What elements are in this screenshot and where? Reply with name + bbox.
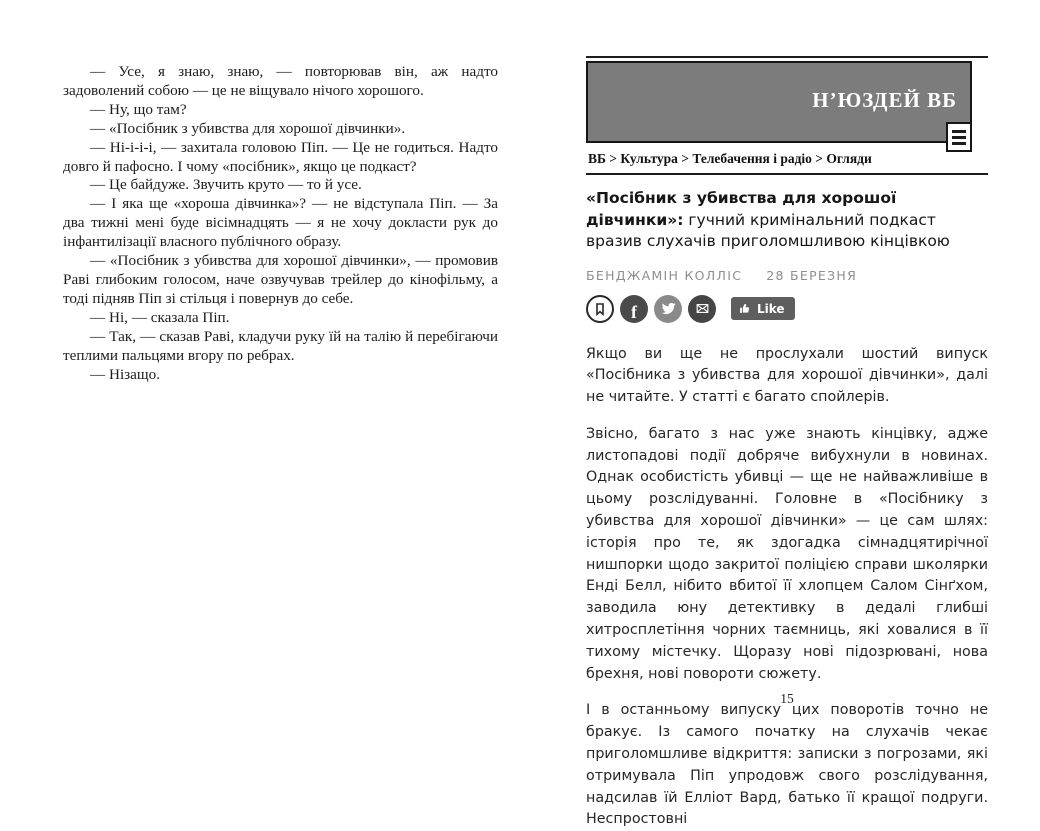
facebook-letter: f	[631, 303, 637, 321]
dialogue-line: — Це байдуже. Звучить круто — то й усе.	[63, 176, 498, 195]
bookmark-icon[interactable]	[586, 295, 614, 323]
article-paragraph: Якщо ви ще не прослухали шостий випуск «Посібника з убивства для хорошої дівчинки», далі не читайте. У статті є багато спойлерів.	[586, 344, 988, 409]
site-masthead	[586, 61, 972, 143]
left-page-text	[63, 63, 498, 384]
dialogue-line: — Нізащо.	[63, 366, 498, 385]
top-rule	[586, 56, 988, 58]
article-body	[586, 344, 988, 831]
site-brand: Н’ЮЗДЕЙ ВБ	[812, 88, 957, 113]
hamburger-icon[interactable]	[946, 122, 972, 152]
byline	[586, 268, 988, 283]
headline-subtitle: гучний кримінальний подкаст вразив слухачів приголомшливою кінцівкою	[586, 211, 950, 251]
like-label: Like	[757, 302, 785, 316]
thumbs-up-icon	[739, 302, 752, 315]
dialogue-line: — Ні-і-і-і, — захитала головою Піп. — Це не годиться. Надто довго й пафосно. І чому «посібник», якщо це подкаст?	[63, 139, 498, 177]
publish-date: 28 БЕРЕЗНЯ	[766, 268, 857, 283]
article-paragraph: Звісно, багато з нас уже знають кінцівку, адже листопадові події добряче вибухнули в новинах. Однак особистість убивці — ще не найважливіше в цьому розслідуванні. Головне в «Посібнику з убивства для хорошої дівчинки» — це сам шлях: історія про те, як здогадка сімнадцятирічної нишпорки щодо закритої поліцією справи школярки Енді Белл, нібито вбитої її хлопцем Салом Сінґхом, заводила юну детективку в дедалі глибші хитросплетіння чорних таємниць, які ховалися в її тихому містечку. Щоразу нові підозрювані, нова брехня, нові повороти сюжету.	[586, 424, 988, 686]
dialogue-line: — Так, — сказав Раві, кладучи руку їй на талію й перебігаючи теплими пальцями вгору по ребрах.	[63, 328, 498, 366]
dialogue-line: — Ні, — сказала Піп.	[63, 309, 498, 328]
dialogue-line: — «Посібник з убивства для хорошої дівчинки».	[63, 120, 498, 139]
facebook-icon[interactable]	[620, 295, 648, 323]
breadcrumb-rule	[586, 173, 988, 175]
dialogue-line: — «Посібник з убивства для хорошої дівчинки», — промовив Раві глибоким голосом, наче озвучував трейлер до кінофільму, а тоді підняв Піп зі стільця і повернув до себе.	[63, 252, 498, 309]
article-headline	[586, 188, 988, 253]
twitter-bird-icon[interactable]	[654, 295, 682, 323]
article-paragraph: І в останньому випуску цих поворотів точно не бракує. Із самого початку на слухачів чекає приголомшливе відкриття: записки з погрозами, які отримувала Піп упродовж свого розслідування, надсилав їй Елліот Вард, батько її кращої подруги. Неспростовні	[586, 700, 988, 831]
envelope-icon[interactable]	[688, 295, 716, 323]
dialogue-line: — Ну, що там?	[63, 101, 498, 120]
news-article-page	[586, 56, 988, 831]
like-button[interactable]	[731, 297, 795, 320]
page-number: 15	[586, 691, 988, 707]
headline-title: «Посібник з убивства для хорошої дівчинки»:	[586, 189, 896, 229]
dialogue-line: — І яка ще «хороша дівчинка»? — не відступала Піп. — За два тижні мені буде вісімнадцять — я не хочу докласти рук до інфантилізації власного публічного образу.	[63, 195, 498, 252]
breadcrumb[interactable]: ВБ > Культура > Телебачення і радіо > Огляди	[586, 143, 988, 173]
dialogue-line: — Усе, я знаю, знаю, — повторював він, аж надто задоволений собою — це не віщувало нічого хорошого.	[63, 63, 498, 101]
social-share-bar	[586, 295, 988, 323]
author-name: БЕНДЖАМІН КОЛЛІС	[586, 268, 742, 283]
